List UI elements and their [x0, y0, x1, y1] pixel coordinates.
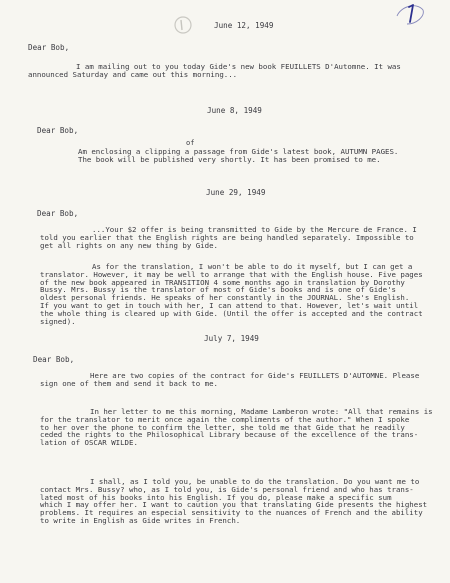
salutation: Dear Bob, — [33, 355, 75, 364]
letter-paragraph — [40, 225, 417, 250]
handwritten-page-number — [395, 2, 425, 28]
text-line: ...Your $2 offer is being transmitted to Gide by the Mercure de France. I — [92, 225, 417, 234]
letter-date: July 7, 1949 — [204, 334, 259, 343]
text-line: I am mailing out to you today Gide's new book FEUILLETS D'Automne. It was — [76, 62, 401, 71]
text-line: to write in English as Gide writes in French. — [40, 515, 241, 525]
text-line: If you want to get in touch with her, I can attend to that. However, let's wait until — [40, 300, 419, 310]
text-line: contact Mrs. Bussy? who, as I told you, is Gide's personal friend and who has trans- — [40, 484, 414, 494]
text-line: As for the translation, I won't be able to do it myself, but I can get a — [92, 262, 413, 271]
text-line: lation of OSCAR WILDE. — [40, 438, 138, 448]
text-line: Here are two copies of the contract for Gide's FEUILLETS D'AUTOMNE. Please — [90, 371, 420, 380]
text-line: to her over the phone to confirm the letter, she told me that Gide that he readily — [40, 422, 405, 432]
text-line: Am enclosing a clipping a passage from Gide's latest book, AUTUMN PAGES. — [78, 147, 399, 156]
text-line: told you earlier that the English rights are being handled separately. Impossible to — [40, 232, 414, 242]
letter-date: June 29, 1949 — [206, 188, 266, 197]
text-line: oldest personal friends. He speaks of her constantly in the JOURNAL. She's English. — [40, 293, 410, 303]
salutation: Dear Bob, — [37, 209, 79, 218]
text-line: which I may offer her. I want to caution you that translating Gide presents the highest — [40, 500, 428, 510]
letter-paragraph — [28, 62, 401, 79]
letter-paragraph — [40, 372, 419, 388]
text-line: lated most of his books into his English. If you do, please make a specific sum — [40, 492, 392, 502]
text-line: Bussy. Mrs. Bussy is the translator of most of Gide's books and is one of Gide's — [40, 285, 396, 295]
text-line: ceded the rights to the Philosophical Library because of the excellence of the trans- — [40, 430, 419, 440]
text-line: the whole thing is cleared up with Gide. (Until the offer is accepted and the contract — [40, 308, 423, 318]
text-line: of the new book appeared in TRANSITION 4 some months ago in translation by Dorothy — [40, 277, 405, 287]
text-line: I shall, as I told you, be unable to do the translation. Do you want me to — [90, 477, 420, 486]
letter-paragraph — [40, 478, 427, 525]
letter-paragraph — [78, 148, 398, 164]
handwritten-insertion: of — [186, 139, 195, 147]
text-line: The book will be published very shortly. It has been promised to me. — [78, 154, 381, 164]
salutation: Dear Bob, — [28, 43, 70, 52]
letter-date: June 8, 1949 — [207, 106, 262, 115]
letter-date: June 12, 1949 — [214, 21, 274, 30]
text-line: problems. It requires an especial sensitivity to the nuances of French and the ability — [40, 508, 423, 518]
salutation: Dear Bob, — [37, 126, 79, 135]
letter-paragraph — [40, 263, 423, 325]
text-line: signed). — [40, 316, 76, 326]
letter-paragraph — [40, 408, 433, 447]
text-line: announced Saturday and came out this morning... — [28, 69, 238, 79]
faint-stamp-mark — [172, 14, 194, 36]
text-line: get all rights on any new thing by Gide. — [40, 240, 218, 250]
text-line: translator. However, it may be well to arrange that with the English house. Five pages — [40, 269, 423, 279]
text-line: In her letter to me this morning, Madame Lamberon wrote: "All that remains is — [90, 407, 433, 416]
text-line: sign one of them and send it back to me. — [40, 378, 218, 388]
text-line: for the translator to merit once again the compliments of the author." When I spoke — [40, 414, 410, 424]
